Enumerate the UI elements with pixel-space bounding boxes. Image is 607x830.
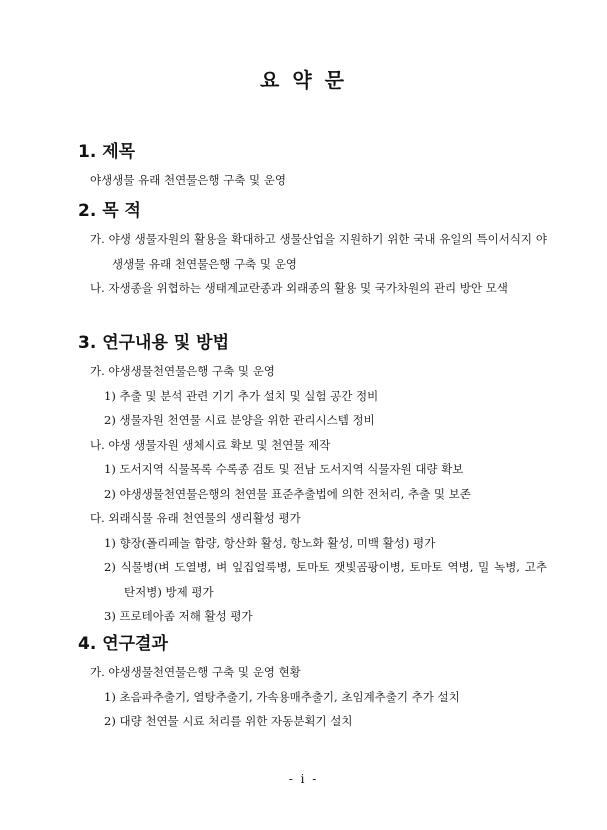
list-item: 가. 야생 생물자원의 활용을 확대하고 생물산업을 지원하기 위한 국내 유일의 특이서식지 야생생물 유래 천연물은행 구축 및 운영: [90, 232, 547, 271]
list-item: 2) 식물병(벼 도열병, 벼 잎집얼룩병, 토마토 잿빛곰팡이병, 토마토 역병, 밀 녹병, 고추 탄저병) 방제 평가: [104, 560, 547, 599]
list-item: 2) 생물자원 천연물 시료 분양을 위한 관리시스템 정비: [104, 413, 375, 427]
list-item: 1) 초음파추출기, 열탕추출기, 가속용매추출기, 초임계추출기 추가 설치: [104, 689, 460, 704]
section-heading: 3. 연구내용 및 방법: [78, 333, 229, 353]
section-heading: 2. 목 적: [78, 201, 141, 221]
list-item: 1) 추출 및 분석 관련 기기 추가 설치 및 실험 공간 정비: [104, 388, 379, 403]
section-results: [78, 632, 547, 734]
page-number: - i -: [288, 772, 319, 786]
section-title: [78, 140, 547, 193]
list-item: 3) 프로테아좀 저해 활성 평가: [104, 609, 253, 623]
list-item: 1) 향장(폴리페놀 함량, 항산화 활성, 항노화 활성, 미백 활성) 평가: [104, 535, 436, 550]
list-item: 2) 대량 천연물 시료 처리를 위한 자동분획기 설치: [104, 714, 353, 728]
section-purpose: [78, 199, 547, 301]
section-methods: [78, 331, 547, 629]
section-heading: 1. 제목: [78, 142, 136, 162]
list-item: 나. 자생종을 위협하는 생태계교란종과 외래종의 활용 및 국가차원의 관리 방안 모색: [90, 281, 508, 295]
list-item: 다. 외래식물 유래 천연물의 생리활성 평가: [90, 511, 301, 525]
page-title: 요 약 문: [260, 68, 347, 92]
list-item: 나. 야생 생물자원 생체시료 확보 및 천연물 제작: [90, 437, 331, 452]
list-item: 2) 야생생물천연물은행의 천연물 표준추출법에 의한 전처리, 추출 및 보존: [104, 486, 471, 501]
list-item: 가. 야생생물천연물은행 구축 및 운영: [90, 364, 275, 378]
section-heading: 4. 연구결과: [78, 634, 168, 654]
section-text: 야생생물 유래 천연물은행 구축 및 운영: [90, 173, 287, 187]
list-item: 가. 야생생물천연물은행 구축 및 운영 현황: [90, 665, 301, 679]
list-item: 1) 도서지역 식물목록 수록종 검토 및 전남 도서지역 식물자원 대량 확보: [104, 462, 464, 476]
